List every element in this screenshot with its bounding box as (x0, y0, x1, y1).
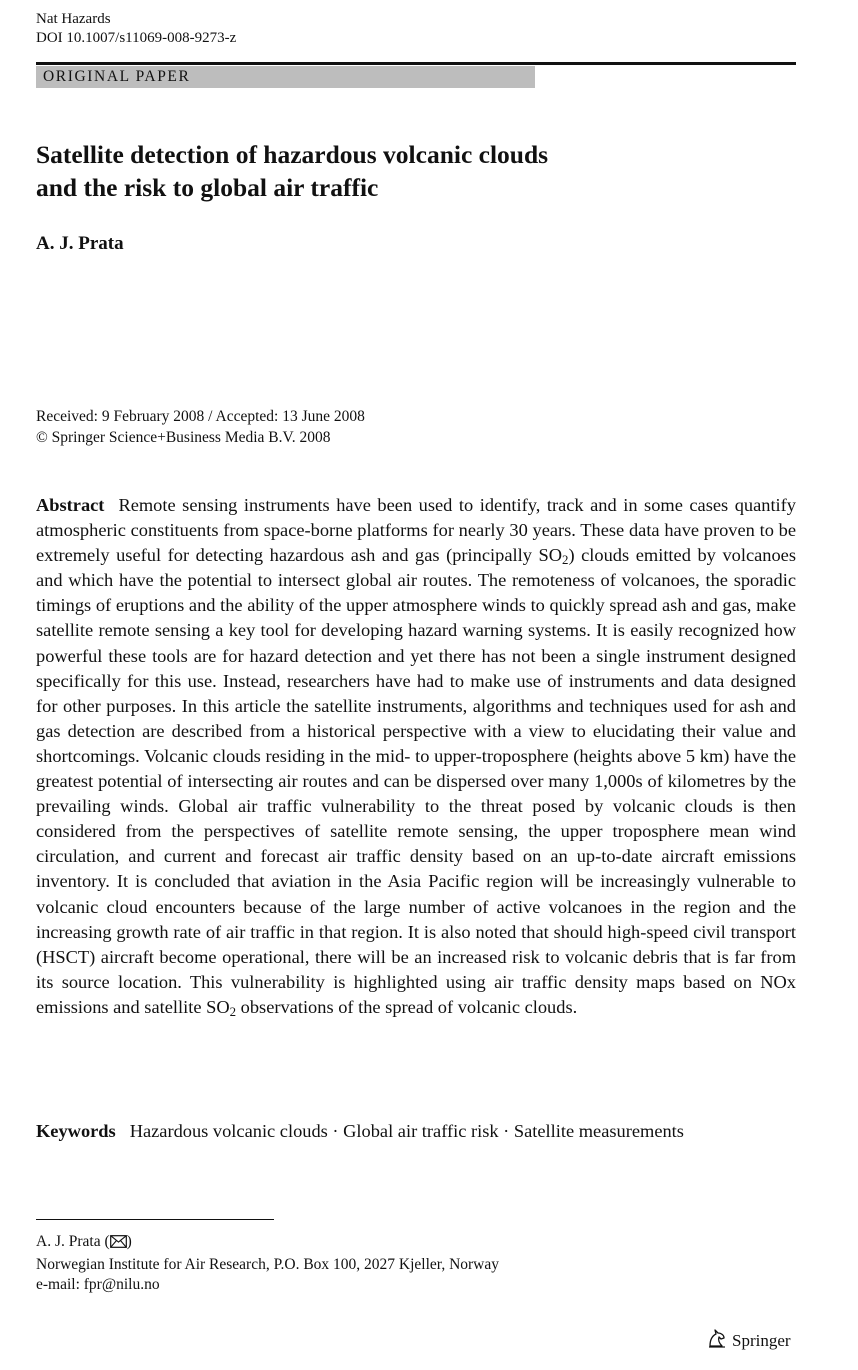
received-accepted: Received: 9 February 2008 / Accepted: 13 June 2008 (36, 408, 365, 425)
title-line-2: and the risk to global air traffic (36, 173, 379, 202)
keywords-heading: Keywords (36, 1121, 116, 1141)
corresponding-author-name: A. J. Prata (36, 1233, 101, 1250)
keywords (36, 1121, 806, 1142)
footnote-rule (36, 1219, 274, 1220)
abstract-heading: Abstract (36, 495, 105, 515)
envelope-icon (110, 1234, 127, 1255)
abstract (36, 493, 796, 1020)
institution: Norwegian Institute for Air Research, P.O. Box 100, 2027 Kjeller, Norway (36, 1255, 499, 1273)
author-affiliation (36, 1232, 499, 1296)
copyright: © Springer Science+Business Media B.V. 2008 (36, 429, 331, 446)
paper-title (36, 138, 548, 204)
title-line-1: Satellite detection of hazardous volcanic clouds (36, 140, 549, 169)
publisher-name: Springer (732, 1330, 791, 1350)
springer-horse-logo (706, 1327, 728, 1354)
journal-header (36, 10, 236, 48)
keywords-text: Hazardous volcanic clouds · Global air traffic risk · Satellite measurements (129, 1121, 684, 1141)
paren-open: ( (104, 1233, 110, 1250)
subscript-2: 2 (562, 553, 569, 568)
corresponding-author (36, 1232, 499, 1255)
journal-name: Nat Hazards (36, 11, 111, 27)
publisher-mark (706, 1327, 791, 1354)
abstract-text-3: observations of the spread of volcanic clouds. (236, 996, 578, 1017)
abstract-text-2: ) clouds emitted by volcanoes and which have the potential to intersect global air routes. The remoteness of volcanoes, the sporadic timings of eruptions and the ability of the upper atmosphere winds to quickly spread ash and gas, make satellite remote sensing a key tool for developing hazard warning systems. It is easily recognized how powerful these tools are for hazard detection and yet there has not been a single instrument designed specifically for this use. Instead, researchers have had to make use of instruments and data designed for other purposes. In this article the satellite instruments, algorithms and techniques used for ash and gas detection are described from a historical perspective with a view to elucidating their value and shortcomings. Volcanic clouds residing in the mid- to upper-troposphere (heights above 5 km) have the greatest potential of intersecting air routes and can be dispersed over many 1,000s of kilometres by the prevailing winds. Global air traffic vulnerability to the threat posed by volcanic clouds is then considered from the perspectives of satellite remote sensing, the upper troposphere mean wind circulation, and current and forecast air traffic density based on an up-to-date aircraft emissions inventory. It is concluded that aviation in the Asia Pacific region will be increasingly vulnerable to volcanic cloud encounters because of the large number of active volcanoes in the region and the increasing growth rate of air traffic in that region. It is also noted that should high-speed civil transport (HSCT) aircraft become operational, there will be an increased risk to volcanic debris that is far from its source location. This vulnerability is highlighted using air traffic density maps based on NOx emissions and satellite SO (36, 545, 796, 1017)
abstract-text-1: Remote sensing instruments have been used to identify, track and in some cases quantify atmospheric constituents from space-borne platforms for nearly 30 years. These data have proven to be extremely useful for detecting hazardous ash and gas (principally SO (36, 495, 796, 566)
header-rule (36, 62, 796, 65)
publication-dates (36, 406, 365, 448)
subscript-2: 2 (229, 1004, 237, 1019)
article-category-banner: ORIGINAL PAPER (36, 66, 535, 88)
author-name: A. J. Prata (36, 233, 124, 254)
paren-close: ) (126, 1233, 132, 1250)
email: e-mail: fpr@nilu.no (36, 1276, 160, 1293)
doi: DOI 10.1007/s11069-008-9273-z (36, 30, 237, 46)
